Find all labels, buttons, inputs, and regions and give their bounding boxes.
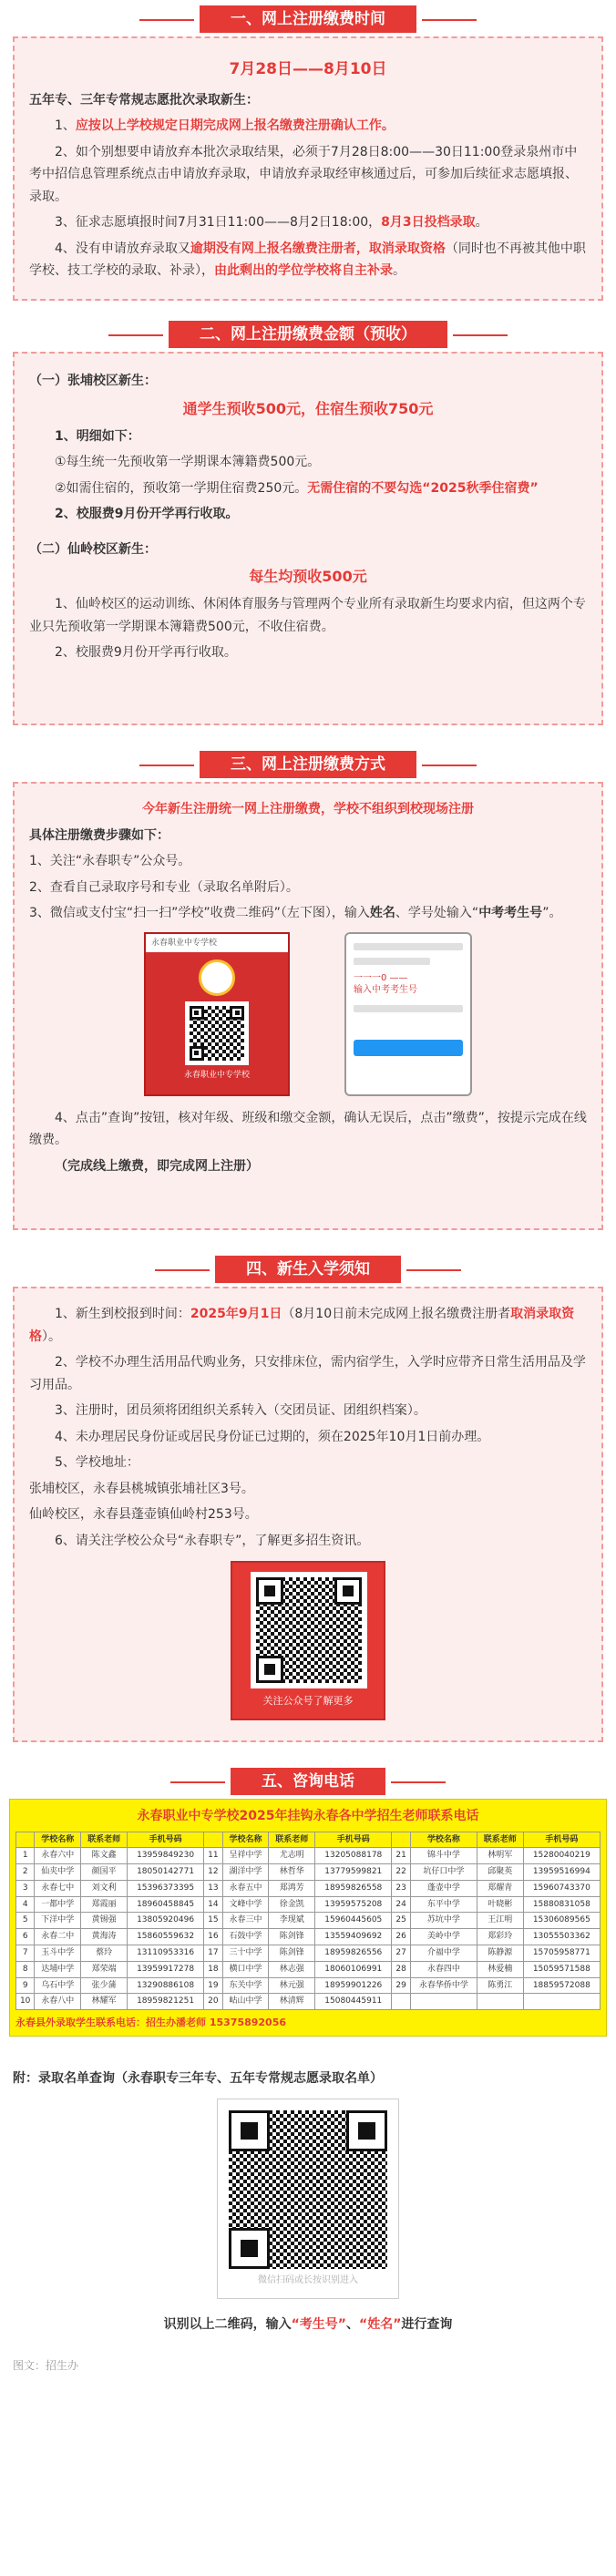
table-cell: 15080445911: [315, 1994, 392, 2010]
table-header-cell: 学校名称: [222, 1832, 269, 1848]
step-1: 1、关注“永春职专”公众号。: [29, 854, 191, 868]
contact-table: [15, 1832, 601, 2011]
table-cell: 永春四中: [410, 1961, 477, 1977]
campus1-fee: 通学生预收500元，住宿生预收750元: [182, 399, 434, 417]
section1-p3-b: 。: [475, 215, 488, 231]
section2-box: [13, 352, 603, 725]
notice-4: 4、未办理居民身份证或居民身份证已过期的，须在2025年10月1日前办理。: [55, 1429, 490, 1444]
table-cell: 5: [16, 1913, 35, 1929]
table-cell: 18959821251: [127, 1994, 203, 2010]
table-cell: 林耀军: [81, 1994, 128, 2010]
table-header-index: [204, 1832, 222, 1848]
table-cell: 介福中学: [410, 1945, 477, 1962]
section1-banner-wrap: [0, 0, 616, 36]
table-cell: 岵山中学: [222, 1994, 269, 2010]
detail-3: 2、校服费9月份开学再行收取。: [55, 507, 239, 521]
table-header-index: [392, 1832, 410, 1848]
notice-1-a: 1、新生到校报到时间：: [55, 1307, 190, 1321]
table-cell: 郑荣端: [81, 1961, 128, 1977]
table-cell: 24: [392, 1896, 410, 1913]
table-cell: 颜国平: [81, 1864, 128, 1881]
table-cell: 9: [16, 1977, 35, 1994]
table-cell: 15705958771: [523, 1945, 600, 1962]
contact-table-footnote: 永春县外录取学生联系电话：招生办潘老师 15375892056: [15, 2017, 287, 2029]
table-cell: 永春华侨中学: [410, 1977, 477, 1994]
step-3-b1: 姓名: [369, 906, 395, 920]
qr-code-icon: [229, 2110, 387, 2269]
table-cell: [523, 1994, 600, 2010]
notice-1-red: 2025年9月1日: [190, 1307, 282, 1321]
address-2: 仙岭校区，永春县蓬壶镇仙岭村253号。: [29, 1507, 258, 1522]
notice-1-c: ）。: [42, 1329, 61, 1344]
table-cell: 永春三中: [222, 1913, 269, 1929]
table-cell: 7: [16, 1945, 35, 1962]
table-cell: 黄海涛: [81, 1929, 128, 1945]
table-header-cell: 联系老师: [477, 1832, 523, 1848]
admission-qr-caption: 微信扫码或长按识别进入: [258, 2275, 358, 2286]
table-cell: 达埔中学: [35, 1961, 81, 1977]
table-cell: 28: [392, 1961, 410, 1977]
table-cell: 10: [16, 1994, 35, 2010]
query-instruction-red1: “考生号”: [291, 2317, 346, 2333]
table-cell: 林爱楠: [477, 1961, 523, 1977]
section1-p4-c: 。: [393, 263, 406, 279]
contact-table-body: [16, 1848, 601, 2010]
table-cell: 15396373395: [127, 1880, 203, 1896]
section1-p3-red: 8月3日投档录取: [381, 215, 476, 231]
table-cell: 13959917278: [127, 1961, 203, 1977]
detail-1: ①每生统一先预收第一学期课本簿籍费500元。: [55, 455, 321, 469]
section1-p4: [29, 238, 587, 282]
notice-1-red2: 取消录取资格: [29, 1307, 575, 1344]
table-cell: 陈勇江: [477, 1977, 523, 1994]
table-cell: 东平中学: [410, 1896, 477, 1913]
table-cell: 13: [204, 1880, 222, 1896]
table-cell: 13805920496: [127, 1913, 203, 1929]
table-cell: 15960743370: [523, 1880, 600, 1896]
section1-p4-red2: 由此剩出的学位学校将自主补录: [214, 263, 393, 279]
table-cell: 18: [204, 1961, 222, 1977]
campus2-p1: 1、仙岭校区的运动训练、休闲体育服务与管理两个专业所有录取新生均要求内宿，但这两个专业只先预收第一学期课本簿籍费500元，不收住宿费。: [29, 597, 586, 634]
table-cell: 郑鸿芳: [269, 1880, 315, 1896]
step-4: 4、点击”查询”按钮，核对年级、班级和缴交金额，确认无误后，点击”缴费”，按提示完成在线缴费。: [29, 1110, 587, 1147]
section1-p1-num: 1、: [55, 118, 76, 134]
section1-p1: [29, 115, 587, 138]
section1-date-range: 7月28日——8月10日: [229, 60, 387, 78]
section2-banner: 二、网上注册缴费金额（预收）: [169, 321, 447, 348]
table-cell: 一都中学: [35, 1896, 81, 1913]
section3-banner: 三、网上注册缴费方式: [200, 751, 416, 778]
section1-p4-a: 4、没有申请放弃录取又: [55, 241, 190, 256]
table-cell: 黄锡强: [81, 1913, 128, 1929]
table-cell: 蔡玲: [81, 1945, 128, 1962]
table-header-cell: 手机号码: [523, 1832, 600, 1848]
table-cell: 15860559632: [127, 1929, 203, 1945]
query-instruction-b: 、: [346, 2317, 359, 2333]
payment-qr-code[interactable]: [185, 1001, 249, 1065]
section1-p2: 2、如个别想要申请放弃本批次录取结果，必须于7月28日8:00——30日11:00登录泉州市中考中招信息管理系统点击申请放弃录取，申请放弃录取经审核通过后，可参加后续征求志愿填报、录取。: [29, 144, 578, 204]
table-cell: 文峰中学: [222, 1896, 269, 1913]
table-cell: 13290886108: [127, 1977, 203, 1994]
credit: 图文：招生办: [13, 2358, 79, 2372]
table-cell: 15: [204, 1913, 222, 1929]
section3-lead: 今年新生注册统一网上注册缴费，学校不组织到校现场注册: [142, 802, 474, 816]
table-cell: 29: [392, 1977, 410, 1994]
table-row: [16, 1945, 601, 1962]
table-cell: 18960458845: [127, 1896, 203, 1913]
detail-2-red: 无需住宿的不要勾选“2025秋季住宿费”: [307, 480, 539, 496]
step-3: [29, 902, 587, 925]
campus2-fee: 每生均预收500元: [249, 568, 367, 585]
table-cell: 叶晓彬: [477, 1896, 523, 1913]
table-cell: 陈文鑫: [81, 1848, 128, 1864]
table-cell: 张少蒲: [81, 1977, 128, 1994]
table-cell: 2: [16, 1864, 35, 1881]
table-header-cell: 学校名称: [410, 1832, 477, 1848]
table-cell: 永春七中: [35, 1880, 81, 1896]
school-logo-icon: [199, 960, 235, 996]
table-cell: 坑仔口中学: [410, 1864, 477, 1881]
wechat-qr-caption: 关注公众号了解更多: [262, 1695, 354, 1707]
table-cell: 15306089565: [523, 1913, 600, 1929]
table-cell: 18060106991: [315, 1961, 392, 1977]
section3-box: [13, 782, 603, 1230]
section1-banner: 一、网上注册缴费时间: [200, 5, 416, 33]
step-3-a: 3、微信或支付宝“扫一扫”学校”收费二维码”（左下图），输入: [29, 906, 370, 920]
query-instruction-a: 识别以上二维码，输入: [163, 2317, 292, 2333]
address-1: 张埔校区，永春县桃城镇张埔社区3号。: [29, 1481, 254, 1496]
form-handwritten-note: 一一一0 —— 输入中考考生号: [354, 972, 417, 995]
table-cell: 14: [204, 1896, 222, 1913]
table-cell: 18050142771: [127, 1864, 203, 1881]
table-row: [16, 1977, 601, 1994]
table-cell: 1: [16, 1848, 35, 1864]
section2-banner-wrap: [0, 315, 616, 352]
table-cell: 11: [204, 1848, 222, 1864]
table-cell: 18959826556: [315, 1945, 392, 1962]
steps-title: 具体注册缴费步骤如下：: [29, 827, 169, 843]
table-cell: 15960445605: [315, 1913, 392, 1929]
table-header-cell: 手机号码: [127, 1832, 203, 1848]
table-cell: 呈祥中学: [222, 1848, 269, 1864]
table-cell: [477, 1994, 523, 2010]
notice-1-b: （8月10日前未完成网上报名缴费注册者: [282, 1307, 511, 1321]
contact-table-header: [16, 1832, 601, 1848]
table-cell: 石鼓中学: [222, 1929, 269, 1945]
section3-banner-wrap: [0, 745, 616, 782]
table-cell: 永春五中: [222, 1880, 269, 1896]
table-cell: 林元强: [269, 1977, 315, 1994]
attachment-title: 附：录取名单查询（永春职专三年专、五年专常规志愿录取名单）: [13, 2070, 383, 2086]
table-cell: 美岭中学: [410, 1929, 477, 1945]
step-5: （完成线上缴费，即完成网上注册）: [55, 1158, 259, 1174]
table-cell: 12: [204, 1864, 222, 1881]
table-cell: 蓬壶中学: [410, 1880, 477, 1896]
table-cell: 18959826558: [315, 1880, 392, 1896]
table-cell: 郑耀青: [477, 1880, 523, 1896]
payment-qr-header: 永春职业中专学校: [146, 934, 288, 952]
table-cell: 玉斗中学: [35, 1945, 81, 1962]
campus1-title: （一）张埔校区新生：: [29, 374, 157, 388]
table-cell: 永春二中: [35, 1929, 81, 1945]
table-cell: 15059571588: [523, 1961, 600, 1977]
table-row: [16, 1961, 601, 1977]
table-header-cell: 手机号码: [315, 1832, 392, 1848]
table-cell: 13959575208: [315, 1896, 392, 1913]
table-cell: 15280040219: [523, 1848, 600, 1864]
table-cell: 苏坑中学: [410, 1913, 477, 1929]
section5-banner-wrap: [0, 1762, 616, 1799]
table-cell: 李现斌: [269, 1913, 315, 1929]
contact-table-title: 永春职业中专学校2025年挂钩永春各中学招生老师联系电话: [137, 1809, 479, 1823]
table-cell: [410, 1994, 477, 2010]
query-instruction: [0, 2314, 616, 2336]
step-3-c: 、学号处输入“: [395, 906, 479, 920]
table-cell: 郑霞丽: [81, 1896, 128, 1913]
table-row: [16, 1880, 601, 1896]
campus2-p2: 2、校服费9月份开学再行收取。: [55, 645, 237, 660]
table-cell: 湖洋中学: [222, 1864, 269, 1881]
table-cell: 东关中学: [222, 1977, 269, 1994]
section1-p4-b: （同时也不再被其他中职学校、技工学校的录取、补录），: [29, 241, 586, 279]
table-cell: 18959901226: [315, 1977, 392, 1994]
table-cell: 永春八中: [35, 1994, 81, 2010]
wechat-qr-card[interactable]: [231, 1561, 385, 1720]
wechat-qr-code: [251, 1572, 367, 1688]
table-cell: 郑彩玲: [477, 1929, 523, 1945]
table-cell: 13959849230: [127, 1848, 203, 1864]
table-cell: 26: [392, 1929, 410, 1945]
notice-3: 3、注册时，团员须将团组织关系转入（交团员证、团组织档案）。: [55, 1403, 426, 1418]
table-header-index: [16, 1832, 35, 1848]
step-3-b2: 中考考生号: [478, 906, 543, 920]
table-cell: 17: [204, 1945, 222, 1962]
table-cell: 15880831058: [523, 1896, 600, 1913]
table-cell: 20: [204, 1994, 222, 2010]
table-row: [16, 1994, 601, 2010]
table-cell: 16: [204, 1929, 222, 1945]
table-cell: 乌石中学: [35, 1977, 81, 1994]
table-row: [16, 1864, 601, 1881]
table-header-cell: 学校名称: [35, 1832, 81, 1848]
table-cell: 下洋中学: [35, 1913, 81, 1929]
table-cell: 27: [392, 1945, 410, 1962]
section4-banner-wrap: [0, 1250, 616, 1287]
qr-code-icon: [190, 1006, 244, 1061]
admission-list-qr[interactable]: [217, 2099, 399, 2299]
payment-images: [29, 932, 587, 1096]
table-cell: 6: [16, 1929, 35, 1945]
table-row: [16, 1848, 601, 1864]
table-cell: 19: [204, 1977, 222, 1994]
table-cell: 林哲华: [269, 1864, 315, 1881]
table-header-cell: 联系老师: [269, 1832, 315, 1848]
table-row: [16, 1929, 601, 1945]
table-cell: 陈剑锋: [269, 1945, 315, 1962]
detail-2-a: ②如需住宿的，预收第一学期住宿费250元。: [55, 480, 308, 496]
table-cell: 13959516994: [523, 1864, 600, 1881]
table-cell: 13559409692: [315, 1929, 392, 1945]
section1-p1-red: 应按以上学校规定日期完成网上报名缴费注册确认工作。: [75, 118, 395, 134]
payment-qr-caption: 永春职业中专学校: [183, 1070, 250, 1080]
table-cell: 林志强: [269, 1961, 315, 1977]
table-cell: 23: [392, 1880, 410, 1896]
table-cell: 横口中学: [222, 1961, 269, 1977]
table-cell: 永春六中: [35, 1848, 81, 1864]
form-query-button-icon: [354, 1040, 463, 1056]
admission-qr-code: [229, 2110, 387, 2269]
qr-code-icon: [256, 1577, 362, 1683]
table-cell: 陈静源: [477, 1945, 523, 1962]
step-3-d: ”。: [542, 906, 562, 920]
table-cell: 18859572088: [523, 1977, 600, 1994]
table-cell: 21: [392, 1848, 410, 1864]
table-cell: 陈剑锋: [269, 1929, 315, 1945]
table-cell: 王江明: [477, 1913, 523, 1929]
section1-lead: 五年专、三年专常规志愿批次录取新生：: [29, 92, 259, 108]
table-cell: 邱聚英: [477, 1864, 523, 1881]
table-cell: 4: [16, 1896, 35, 1913]
payment-form-image: [344, 932, 472, 1096]
detail-2: [29, 477, 587, 500]
query-instruction-red2: “姓名”: [359, 2317, 402, 2333]
table-cell: 13110953316: [127, 1945, 203, 1962]
table-header-cell: 联系老师: [81, 1832, 128, 1848]
table-cell: 刘文利: [81, 1880, 128, 1896]
table-cell: [392, 1994, 410, 2010]
step-2: 2、查看自己录取序号和专业（录取名单附后）。: [29, 879, 299, 895]
table-cell: 22: [392, 1864, 410, 1881]
contact-table-wrap: [9, 1799, 607, 2037]
table-cell: 13205088178: [315, 1848, 392, 1864]
table-cell: 徐金凯: [269, 1896, 315, 1913]
section1-p3: [29, 211, 587, 234]
table-row: [16, 1913, 601, 1929]
table-cell: 8: [16, 1961, 35, 1977]
notice-1: [29, 1303, 587, 1348]
table-cell: 13055503362: [523, 1929, 600, 1945]
section5-banner: 五、咨询电话: [231, 1768, 385, 1795]
table-cell: 尤志明: [269, 1848, 315, 1864]
query-instruction-c: 进行查询: [401, 2317, 453, 2333]
notice-5: 5、学校地址：: [55, 1455, 139, 1470]
table-cell: 仙夹中学: [35, 1864, 81, 1881]
table-cell: 13779599821: [315, 1864, 392, 1881]
table-cell: 3: [16, 1880, 35, 1896]
table-row: [16, 1896, 601, 1913]
notice-2: 2、学校不办理生活用品代购业务，只安排床位，需内宿学生，入学时应带齐日常生活用品及学习用品。: [29, 1355, 586, 1392]
notice-6: 6、请关注学校公众号“永春职专”，了解更多招生资讯。: [55, 1533, 370, 1548]
table-cell: 林明军: [477, 1848, 523, 1864]
section4-banner: 四、新生入学须知: [215, 1256, 401, 1283]
detail-title: 1、明细如下：: [55, 428, 140, 444]
section4-box: [13, 1287, 603, 1742]
section1-box: [13, 36, 603, 301]
table-cell: 三十中学: [222, 1945, 269, 1962]
section1-p3-a: 3、征求志愿填报时间7月31日11:00——8月2日18:00，: [55, 215, 382, 231]
campus2-title: （二）仙岭校区新生：: [29, 541, 157, 557]
table-cell: 林清辉: [269, 1994, 315, 2010]
section1-p4-red: 逾期没有网上报名缴费注册者，取消录取资格: [190, 241, 446, 256]
table-cell: 25: [392, 1913, 410, 1929]
table-cell: 锦斗中学: [410, 1848, 477, 1864]
payment-qr-image: [144, 932, 290, 1096]
